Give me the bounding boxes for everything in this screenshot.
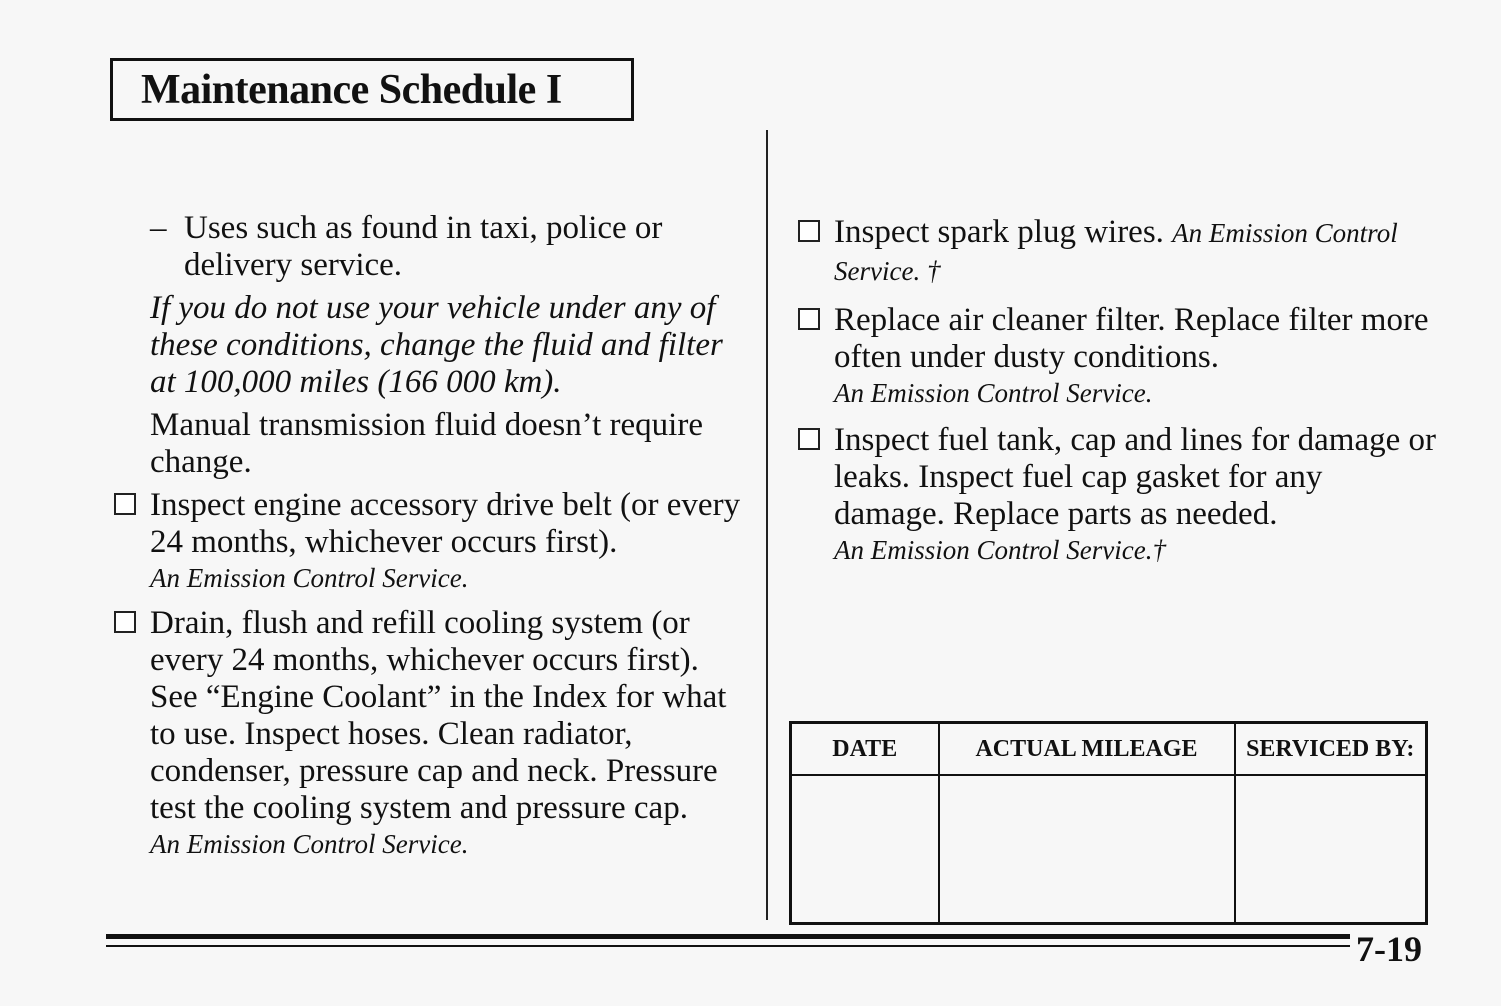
left-column: [112, 210, 752, 871]
checklist-item-fuel-tank: [796, 422, 1436, 567]
emission-note: An Emission Control Service.: [150, 563, 469, 593]
page-title-text: Maintenance Schedule I: [141, 66, 562, 113]
emission-note: An Emission Control Service.: [150, 829, 469, 859]
dash-list-item: [112, 210, 752, 284]
right-column: [796, 214, 1436, 579]
service-log-table: [789, 721, 1428, 925]
checklist-item-cooling-system: [112, 605, 752, 861]
serviced-by-cell[interactable]: [1235, 775, 1427, 924]
checklist-item-text: Replace air cleaner filter. Replace filter more often under dusty conditions.: [834, 302, 1429, 375]
page-number: 7-19: [1356, 929, 1422, 969]
footer-rule-thin: [106, 945, 1350, 947]
checklist-item-text: Inspect engine accessory drive belt (or every 24 months, whichever occurs first).: [150, 487, 741, 560]
checkbox[interactable]: [114, 611, 136, 633]
service-log-header-row: [791, 723, 1427, 776]
checklist-item-text: Drain, flush and refill cooling system (or every 24 months, whichever occurs first). See “Engine Coolant” in the Index for what to use. Inspect hoses. Clean radiator, condenser, pressure cap and neck. Pressure test the cooling system and pressure cap.: [150, 605, 727, 826]
dash-item-text: Uses such as found in taxi, police or delivery service.: [184, 210, 663, 283]
checkbox[interactable]: [114, 493, 136, 515]
italic-note: If you do not use your vehicle under any of these conditions, change the fluid and filter at 100,000 miles (166 000 km).: [150, 290, 723, 400]
checkbox[interactable]: [798, 428, 820, 450]
checkbox[interactable]: [798, 220, 820, 242]
checkbox[interactable]: [798, 308, 820, 330]
service-log-entry-row: [791, 775, 1427, 924]
dash-marker: –: [150, 210, 167, 246]
date-cell[interactable]: [791, 775, 939, 924]
checklist-item-text: Inspect spark plug wires.: [834, 214, 1164, 250]
page-title: [110, 58, 634, 121]
footer-rule: [106, 934, 1350, 939]
emission-note: An Emission Control Service. †: [834, 218, 1398, 286]
manual-transmission-note: Manual transmission fluid doesn’t require change.: [150, 407, 703, 480]
mileage-cell[interactable]: [939, 775, 1235, 924]
emission-note: An Emission Control Service.†: [834, 535, 1166, 565]
emission-note: An Emission Control Service.: [834, 378, 1153, 408]
checklist-item-spark-plug-wires: [796, 214, 1436, 290]
header-actual-mileage: ACTUAL MILEAGE: [939, 723, 1235, 776]
header-date: DATE: [791, 723, 939, 776]
checklist-item-air-cleaner-filter: [796, 302, 1436, 410]
column-divider: [766, 130, 768, 920]
header-serviced-by: SERVICED BY:: [1235, 723, 1427, 776]
checklist-item-drive-belt: [112, 487, 752, 595]
checklist-item-text: Inspect fuel tank, cap and lines for damage or leaks. Inspect fuel cap gasket for any damage. Replace parts as needed.: [834, 422, 1437, 532]
